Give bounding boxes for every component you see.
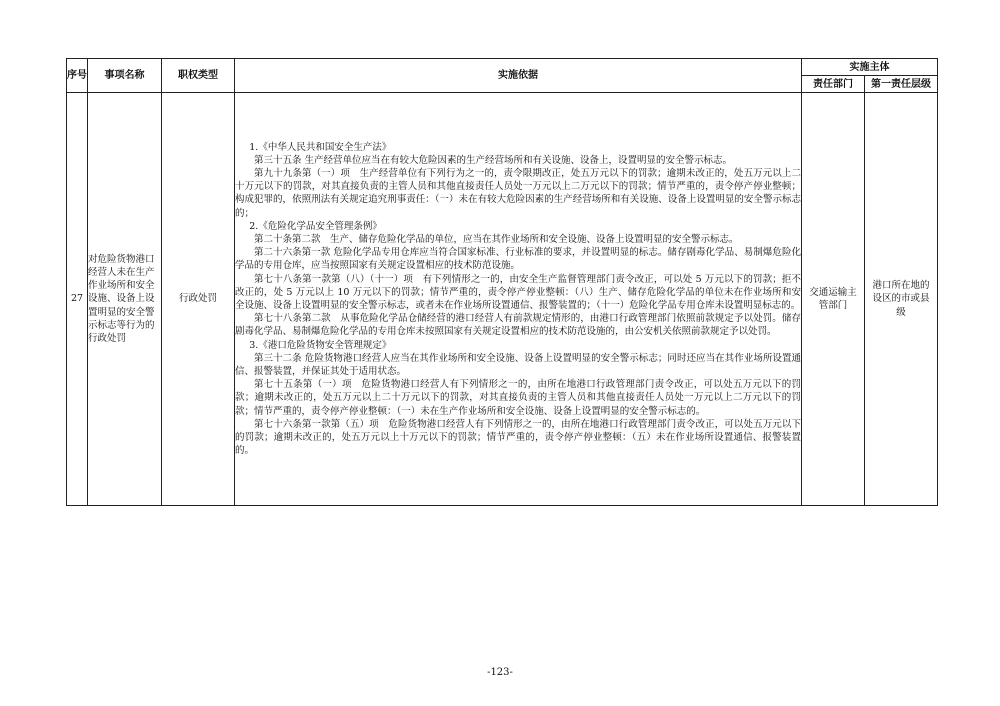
enforcement-table [66, 58, 938, 506]
header-basis: 实施依据 [235, 59, 802, 93]
level-text: 港口所在地的设区的市或县级 [872, 280, 930, 318]
basis-paragraph: 第七十八条第一款第（八）（十一）项 有下列情形之一的，由安全生产监督管理部门责令改正，可以处 5 万元以下的罚款；拒不改正的，处 5 万元以上 10 万元以下的罚款；情节严重的，责令停产停业整顿：（八）生产、储存危险化学品的单位未在作业场所和安全设施、设备上设置明显的安全警示标志，或者未在作业场所设置通信、报警装置的；（十一）危险化学品专用仓库未设置明显标志的。 [235, 273, 801, 311]
basis-paragraph: 第三十二条 危险货物港口经营人应当在其作业场所和安全设施、设备上设置明显的安全警示标志；同时还应当在其作业场所设置通信、报警装置，并保证其处于适用状态。 [235, 352, 801, 378]
header-item-name: 事项名称 [88, 59, 162, 93]
header-dept: 责任部门 [802, 76, 865, 93]
cell-level [865, 93, 938, 506]
basis-paragraph: 第七十六条第一款第（五）项 危险货物港口经营人有下列情形之一的，由所在地港口行政管理部门责令改正，可以处五万元以下的罚款；逾期未改正的，处五万元以上十万元以下的罚款；情节严重的，责令停产停业整顿：（五）未在作业场所设置通信、报警装置的。 [235, 418, 801, 457]
basis-paragraph: 第七十八条第二款 从事危险化学品仓储经营的港口经营人有前款规定情形的，由港口行政管理部门依照前款规定予以处罚。储存剧毒化学品、易制爆危险化学品的专用仓库未按照国家有关规定设置相应的技术防范设施的，由公安机关依照前款规定予以处罚。 [235, 313, 801, 338]
cell-authority-type: 行政处罚 [162, 93, 235, 506]
basis-law-title: 1.《中华人民共和国安全生产法》 [249, 141, 392, 153]
basis-text [235, 141, 801, 458]
cell-basis [235, 93, 802, 506]
header-authority-type: 职权类型 [162, 59, 235, 93]
cell-seq: 27 [67, 93, 88, 506]
header-subject: 实施主体 [802, 59, 938, 76]
basis-paragraph: 第二十条第二款 生产、储存危险化学品的单位，应当在其作业场所和安全设施、设备上设置明显的安全警示标志。 [254, 233, 739, 245]
cell-dept [802, 93, 865, 506]
basis-law-title: 2.《危险化学品安全管理条例》 [249, 220, 382, 232]
cell-item-name: 对危险货物港口经营人未在生产作业场所和安全设施、设备上设置明显的安全警示标志等行为的行政处罚 [88, 93, 162, 506]
table-row [67, 93, 938, 506]
basis-paragraph: 第七十五条第（一）项 危险货物港口经营人有下列情形之一的，由所在地港口行政管理部门责令改正，可以处五万元以下的罚款；逾期未改正的，处五万元以上二十万元以下的罚款，对其直接负责的主管人员和其他直接责任人员处一万元以上二万元以下的罚款；情节严重的，责令停产停业整顿：（一）未在生产作业场所和安全设施、设备上设置明显的安全警示标志的。 [235, 379, 801, 417]
basis-paragraph: 第九十九条第（一）项 生产经营单位有下列行为之一的，责令限期改正，处五万元以下的罚款；逾期未改正的，处五万元以上二十万元以下的罚款，对其直接负责的主管人员和其他直接责任人员处一万元以上二万元以下的罚款；情节严重的，责令停产停业整顿；构成犯罪的，依照刑法有关规定追究刑事责任：（一）未在有较大危险因素的生产经营场所和有关设施、设备上设置明显的安全警示标志的； [235, 167, 801, 219]
basis-law-title: 3.《港口危险货物安全管理规定》 [249, 339, 392, 351]
dept-text: 交通运输主管部门 [809, 286, 857, 311]
basis-paragraph: 第二十六条第一款 危险化学品专用仓库应当符合国家标准、行业标准的要求，并设置明显的标志。储存剧毒化学品、易制爆危险化学品的专用仓库，应当按照国家有关规定设置相应的技术防范设施。 [235, 247, 801, 272]
page-number: -123- [487, 667, 513, 678]
header-level: 第一责任层级 [865, 76, 938, 93]
basis-paragraph: 第三十五条 生产经营单位应当在有较大危险因素的生产经营场所和有关设施、设备上，设置明显的安全警示标志。 [254, 154, 733, 166]
header-seq: 序号 [67, 59, 88, 93]
